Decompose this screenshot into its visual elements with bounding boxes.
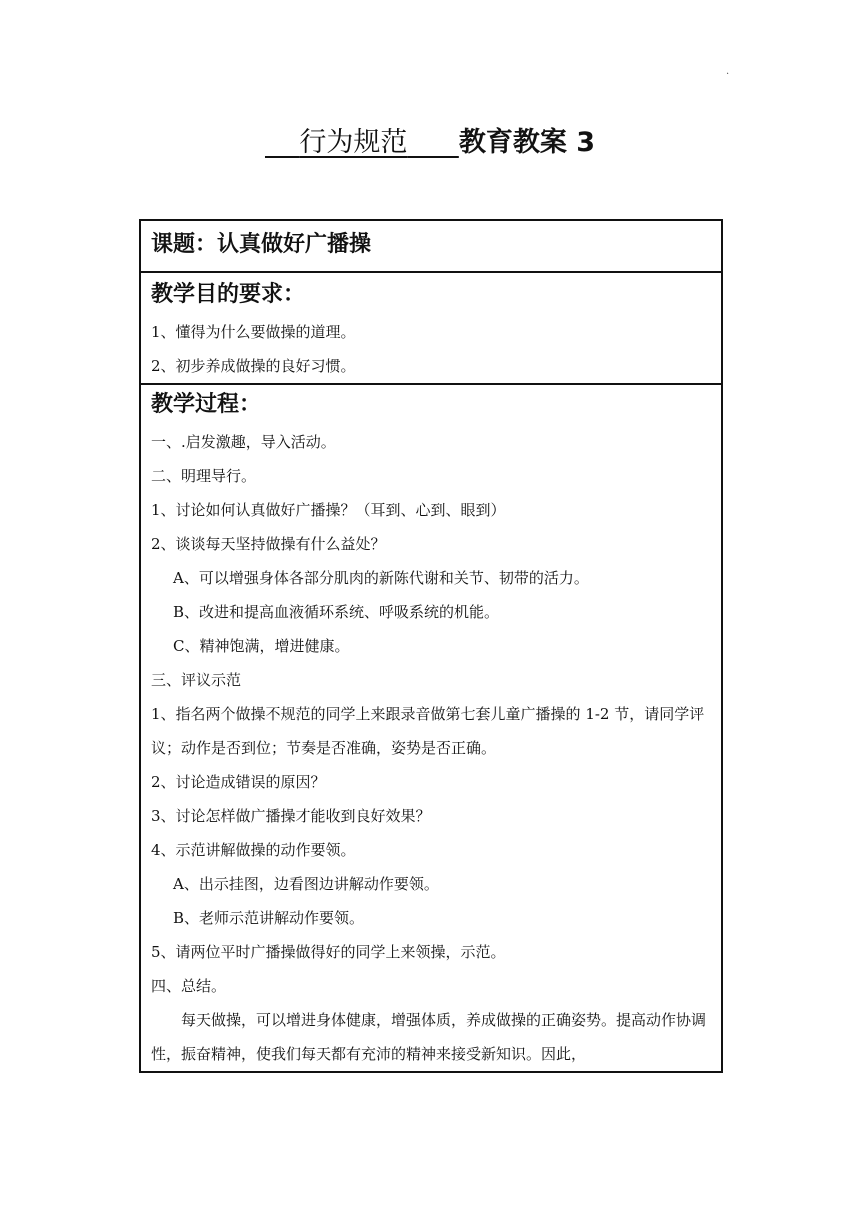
process-line: 四、总结。	[151, 977, 227, 995]
process-line: B、老师示范讲解动作要领。	[173, 909, 365, 927]
process-line: 一、.启发激趣，导入活动。	[151, 433, 336, 451]
process-line: 4、示范讲解做操的动作要领。	[151, 841, 356, 859]
lesson-plan-table	[139, 219, 723, 1073]
process-line: 5、请两位平时广播操做得好的同学上来领操，示范。	[151, 943, 506, 961]
process-line: C、精神饱满，增进健康。	[173, 637, 350, 655]
goals-cell	[140, 272, 722, 384]
goals-heading: 教学目的要求：	[151, 282, 306, 307]
title-underlined-part: 行为规范	[299, 127, 408, 158]
subject-heading: 课题：认真做好广播操	[151, 232, 372, 257]
goal-item: 1、懂得为什么要做操的道理。	[151, 323, 356, 341]
document-title	[0, 120, 860, 159]
process-line: 1、讨论如何认真做好广播操？（耳到、心到、眼到）	[151, 501, 506, 519]
page-mark: .	[726, 66, 730, 77]
process-line: 2、讨论造成错误的原因？	[151, 773, 326, 791]
process-heading: 教学过程：	[151, 392, 262, 417]
goal-item: 2、初步养成做操的良好习惯。	[151, 357, 356, 375]
process-line: A、出示挂图，边看图边讲解动作要领。	[173, 875, 439, 893]
subject-cell	[140, 220, 722, 272]
summary-paragraph: 每天做操，可以增进身体健康，增强体质，养成做操的正确姿势。提高动作协调性，振奋精神，使我们每天都有充沛的精神来接受新知识。因此，	[151, 1011, 707, 1063]
process-line: 3、讨论怎样做广播操才能收到良好效果？	[151, 807, 431, 825]
process-line: 2、谈谈每天坚持做操有什么益处？	[151, 535, 386, 553]
process-cell	[140, 384, 722, 1072]
process-line: 二、明理导行。	[151, 467, 257, 485]
process-line: 1、指名两个做操不规范的同学上来跟录音做第七套儿童广播操的 1-2 节，请同学评议；动作是否到位；节奏是否准确，姿势是否正确。	[151, 705, 705, 757]
title-rest: 教育教案 3	[458, 127, 596, 158]
process-line: A、可以增强身体各部分肌肉的新陈代谢和关节、韧带的活力。	[173, 569, 589, 587]
process-line: 三、评议示范	[151, 671, 242, 689]
process-line: B、改进和提高血液循环系统、呼吸系统的机能。	[173, 603, 500, 621]
